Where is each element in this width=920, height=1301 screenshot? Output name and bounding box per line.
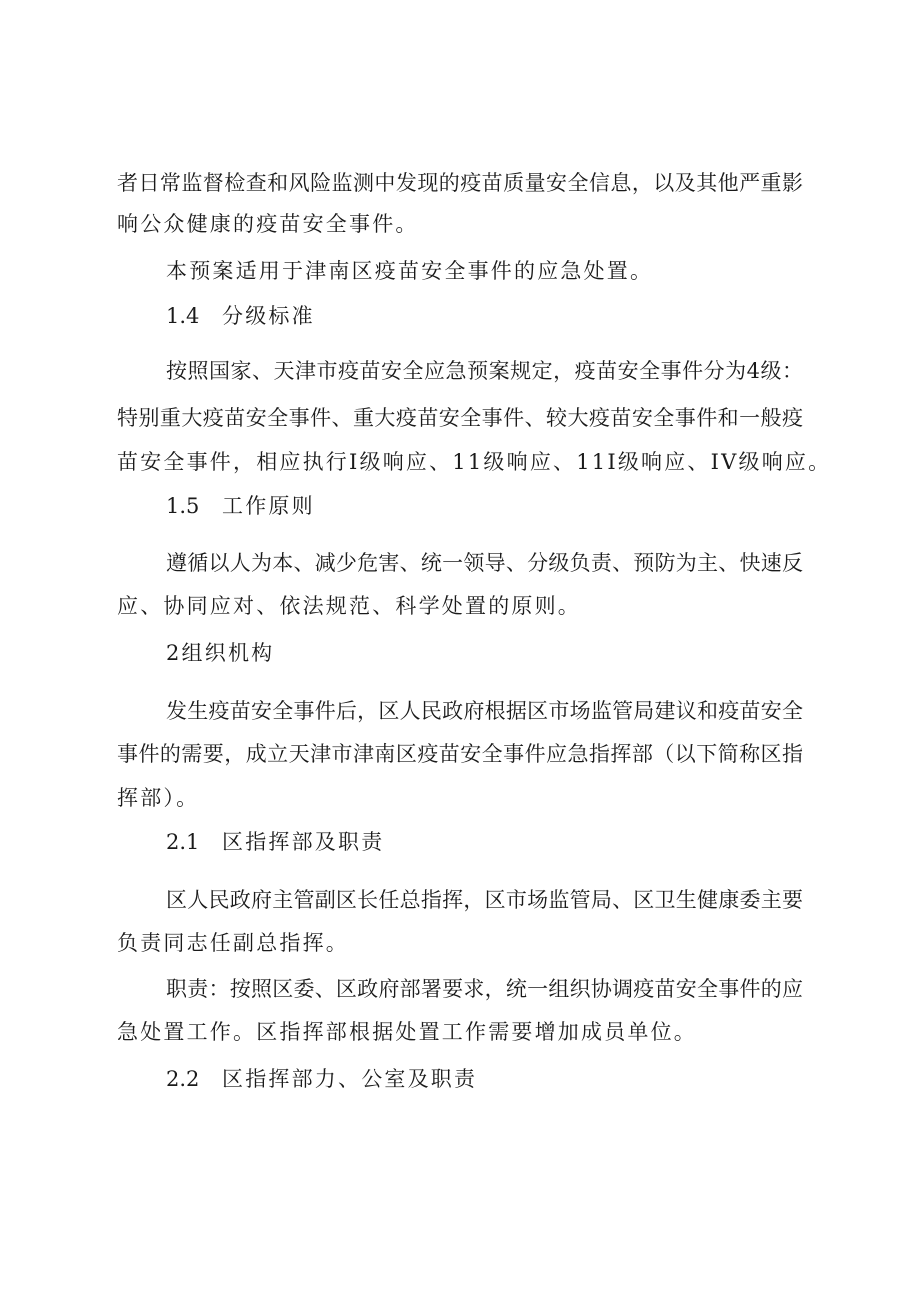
paragraph-line: 发生疫苗安全事件后，区人民政府根据区市场监管局建议和疫苗安全 bbox=[166, 699, 803, 723]
paragraph-line: 响公众健康的疫苗安全事件。 bbox=[117, 212, 419, 236]
section-title: 分级标准 bbox=[222, 304, 315, 328]
section-title: 工作原则 bbox=[222, 494, 315, 518]
paragraph-line: 苗安全事件，相应执行I级响应、11级响应、11I级响应、IV级响应。 bbox=[117, 450, 832, 474]
section-heading-2-1 bbox=[166, 829, 384, 855]
section-heading-1-5 bbox=[166, 493, 315, 519]
paragraph-line: 特别重大疫苗安全事件、重大疫苗安全事件、较大疫苗安全事件和一般疫 bbox=[117, 406, 803, 430]
section-title: 区指挥部力、公室及职责 bbox=[222, 1067, 478, 1091]
section-heading-2-2 bbox=[166, 1066, 477, 1092]
paragraph-line: 负责同志任副总指挥。 bbox=[117, 931, 349, 955]
paragraph-line: 挥部）。 bbox=[117, 786, 200, 810]
section-number: 1.4 bbox=[166, 304, 200, 328]
paragraph-line: 按照国家、天津市疫苗安全应急预案规定，疫苗安全事件分为4级： bbox=[166, 359, 803, 383]
paragraph-line: 者日常监督检查和风险监测中发现的疫苗质量安全信息，以及其他严重影 bbox=[117, 171, 803, 195]
paragraph-line: 职责：按照区委、区政府部署要求，统一组织协调疫苗安全事件的应 bbox=[166, 977, 803, 1001]
chapter-heading: 2组织机构 bbox=[166, 641, 275, 665]
section-heading-1-4 bbox=[166, 303, 315, 329]
section-title: 区指挥部及职责 bbox=[222, 830, 385, 854]
section-number: 1.5 bbox=[166, 494, 200, 518]
paragraph-line: 急处置工作。区指挥部根据处置工作需要增加成员单位。 bbox=[117, 1020, 697, 1044]
section-number: 2.1 bbox=[166, 830, 200, 854]
section-number: 2.2 bbox=[166, 1067, 200, 1091]
paragraph-line: 应、协同应对、依法规范、科学处置的原则。 bbox=[117, 594, 581, 618]
paragraph-line: 本预案适用于津南区疫苗安全事件的应急处置。 bbox=[166, 259, 654, 283]
paragraph-line: 事件的需要，成立天津市津南区疫苗安全事件应急指挥部（以下简称区指 bbox=[117, 742, 803, 766]
paragraph-line: 遵循以人为本、减少危害、统一领导、分级负责、预防为主、快速反 bbox=[166, 551, 803, 575]
paragraph-line: 区人民政府主管副区长任总指挥，区市场监管局、区卫生健康委主要 bbox=[166, 888, 803, 912]
